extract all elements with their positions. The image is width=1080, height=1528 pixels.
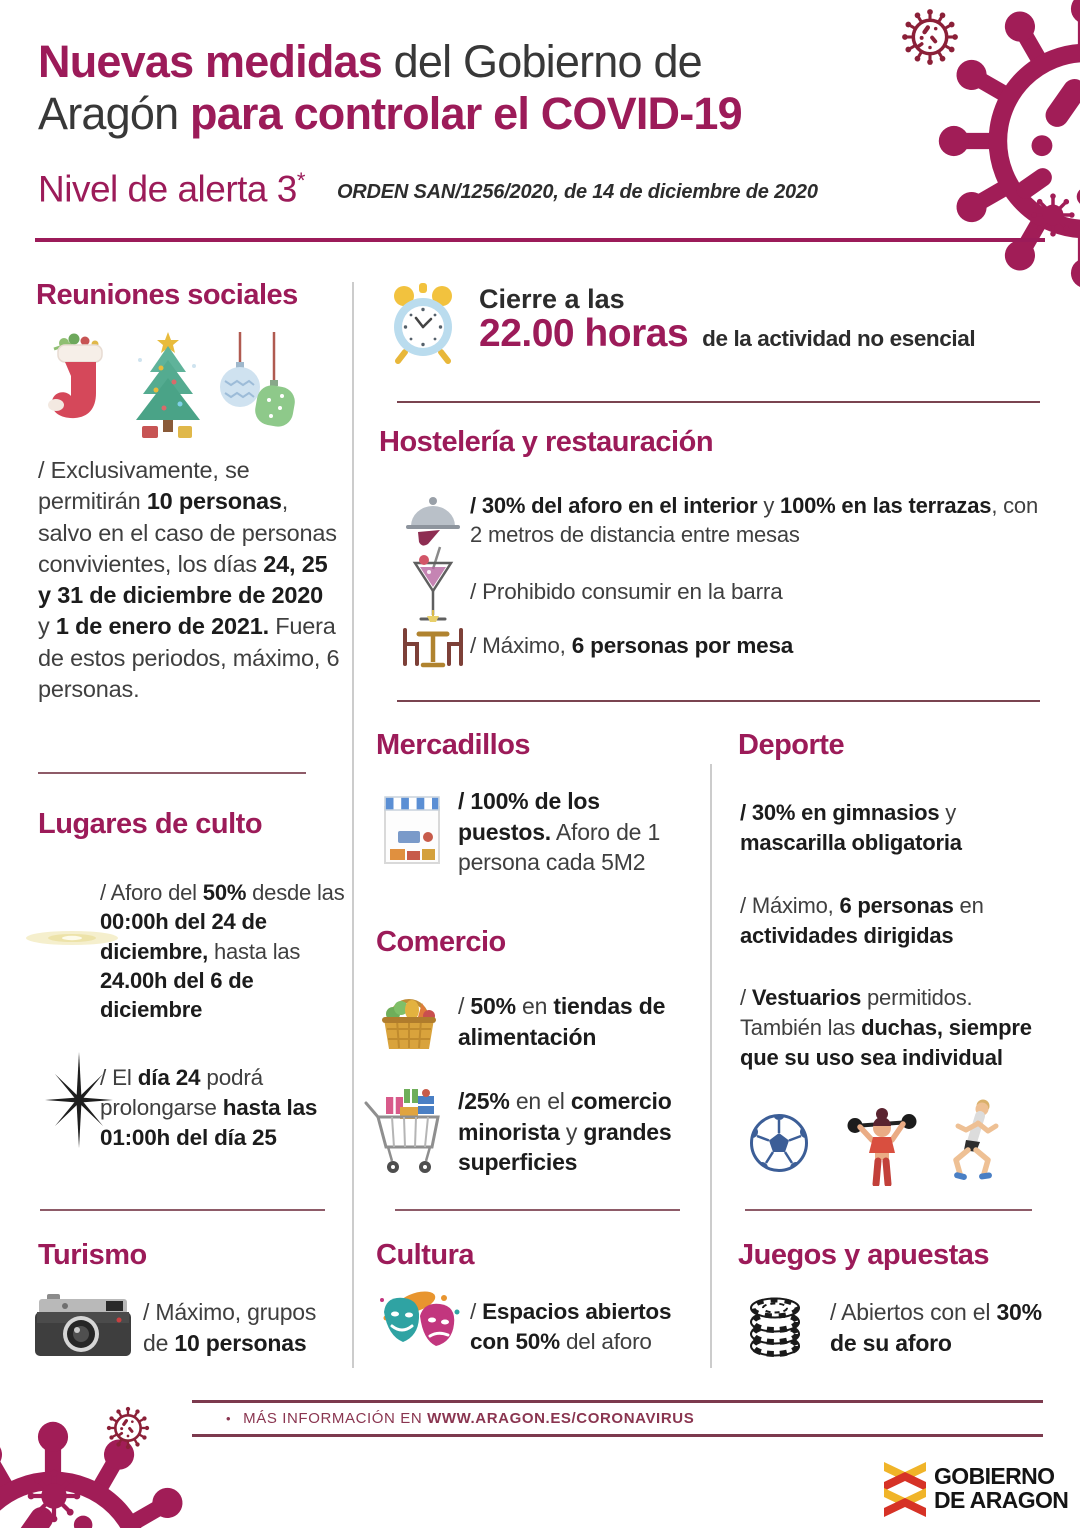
closure-suffix: de la actividad no esencial xyxy=(702,326,976,351)
section-heading-turismo: Turismo xyxy=(38,1239,147,1271)
logo-text: GOBIERNO DE ARAGON xyxy=(934,1463,1069,1513)
camera-icon xyxy=(33,1290,133,1360)
order-reference: ORDEN SAN/1256/2020, de 14 de diciembre de 2020 xyxy=(336,181,818,204)
shopping-cart-icon xyxy=(364,1083,450,1177)
virus-small-icon xyxy=(106,1406,150,1450)
section-heading-cultura: Cultura xyxy=(376,1239,474,1271)
section-heading-culto: Lugares de culto xyxy=(38,808,263,840)
comercio-item-2: /25% en el comercio minorista y grandes superficies xyxy=(458,1088,672,1176)
closure-time-row xyxy=(479,312,975,356)
section-heading-comercio: Comercio xyxy=(376,926,506,958)
virus-mini-icon xyxy=(26,1468,82,1524)
divider xyxy=(397,401,1040,403)
deporte-item-3: / Vestuarios permitidos. También las duchas, siempre que su uso sea individual xyxy=(740,985,1032,1070)
alarm-clock-icon xyxy=(383,281,463,365)
closure-time: 22.00 horas xyxy=(479,312,689,355)
section-heading-mercadillos: Mercadillos xyxy=(376,729,531,761)
column-divider xyxy=(352,282,354,1368)
ornaments-icon xyxy=(212,332,296,440)
section-heading-hosteleria: Hostelería y restauración xyxy=(379,426,714,458)
mercadillos-item: / 100% de los puestos. Aforo de 1 persona cada 5M2 xyxy=(458,788,661,876)
virus-mini-icon xyxy=(1030,192,1076,238)
title-accent: Nuevas medidas xyxy=(38,36,382,87)
bullet-icon: • xyxy=(226,1411,232,1426)
weightlifting-icon xyxy=(845,1100,919,1186)
page-title: Nuevas medidas del Gobierno de Aragón para controlar el COVID-19 xyxy=(38,36,742,140)
christmas-stocking-icon xyxy=(42,332,117,437)
deporte-item-1: / 30% en gimnasios y mascarilla obligatoria xyxy=(740,800,962,855)
poker-chips-icon xyxy=(746,1290,804,1358)
christmas-tree-icon xyxy=(128,330,208,442)
divider xyxy=(397,700,1040,702)
footer-rule xyxy=(192,1400,1043,1403)
divider xyxy=(38,772,306,774)
turismo-item: / Máximo, grupos de 10 personas xyxy=(143,1299,317,1356)
header-rule xyxy=(35,238,1045,242)
table-chairs-icon xyxy=(397,610,469,674)
section-heading-juegos: Juegos y apuestas xyxy=(738,1239,989,1271)
reuniones-paragraph: / Exclusivamente, se permitirán 10 personas, salvo en el caso de personas convivientes, los días 24, 25 y 31 de diciembre de 2020 y 1 de enero de 2021. Fuera de estos periodos, máximo, 6 personas. xyxy=(38,457,340,702)
hosteleria-item-1: / 30% del aforo en el interior y 100% en las terrazas, con 2 metros de distancia entre mesas xyxy=(470,493,1039,548)
running-icon xyxy=(942,1098,1002,1184)
info-url: WWW.ARAGON.ES/CORONAVIRUS xyxy=(427,1410,695,1427)
title-accent: para controlar el COVID-19 xyxy=(190,88,742,140)
hosteleria-item-3: / Máximo, 6 personas por mesa xyxy=(470,633,794,658)
aragon-flag-icon xyxy=(884,1460,926,1518)
theater-masks-icon xyxy=(378,1288,462,1362)
footer-info: • MÁS INFORMACIÓN EN WWW.ARAGON.ES/CORONAVIRUS xyxy=(226,1410,695,1427)
hosteleria-item-2: / Prohibido consumir en la barra xyxy=(470,579,783,604)
divider xyxy=(40,1209,325,1211)
alert-level-row xyxy=(38,168,818,210)
comercio-item-1: / 50% en tiendas de alimentación xyxy=(458,993,666,1050)
deporte-item-2: / Máximo, 6 personas en actividades dirigidas xyxy=(740,893,984,948)
divider xyxy=(745,1209,1032,1211)
column-divider xyxy=(710,764,712,1368)
culto-item-1: / Aforo del 50% desde las 00:00h del 24 de diciembre, hasta las 24.00h del 6 de diciembre xyxy=(100,880,345,1022)
juegos-item: / Abiertos con el 30% de su aforo xyxy=(830,1299,1042,1356)
section-heading-deporte: Deporte xyxy=(738,729,845,761)
gobierno-aragon-logo xyxy=(884,1460,1068,1518)
footer-rule xyxy=(192,1434,1043,1437)
food-basket-icon xyxy=(376,983,442,1057)
soccer-ball-icon xyxy=(748,1112,810,1174)
section-heading-reuniones: Reuniones sociales xyxy=(36,279,298,311)
closure-prefix: Cierre a las xyxy=(479,284,625,314)
divider xyxy=(395,1209,680,1211)
cultura-item: / Espacios abiertos con 50% del aforo xyxy=(470,1299,672,1354)
market-stall-icon xyxy=(382,793,442,867)
serving-cloche-icon xyxy=(404,490,462,546)
culto-item-2: / El día 24 podrá prolongarse hasta las 01:00h del día 25 xyxy=(100,1065,318,1150)
alert-level: Nivel de alerta 3* xyxy=(38,168,305,210)
